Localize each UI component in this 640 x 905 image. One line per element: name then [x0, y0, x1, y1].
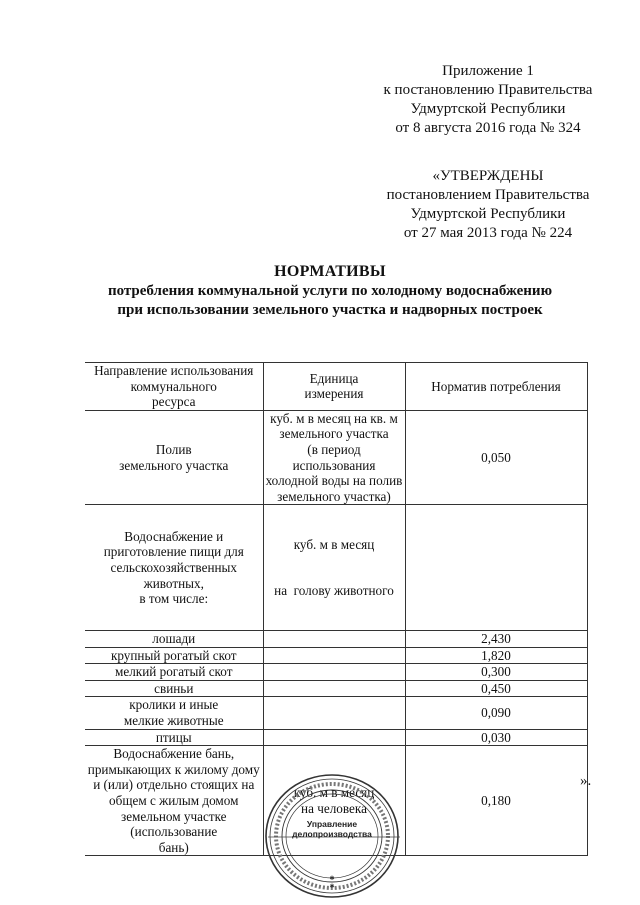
header-norm: Норматив потребления: [405, 363, 587, 411]
cell-animal: крупный рогатый скот: [85, 647, 263, 664]
title-main: НОРМАТИВЫ: [274, 263, 386, 280]
cell-norm: 0,030: [405, 729, 587, 746]
cell-line: и (или) отдельно стоящих на: [93, 777, 255, 793]
cell-line: сельскохозяйственных: [110, 559, 238, 575]
approved-line: «УТВЕРЖДЕНЫ: [432, 168, 544, 184]
appendix-line: к постановлению Правительства: [383, 82, 593, 98]
cell-unit-empty: [263, 664, 405, 681]
cell-line: земельного участка: [279, 426, 389, 442]
cell-line: бань): [158, 839, 189, 855]
table-row: [85, 729, 587, 746]
cell-unit-empty: [263, 729, 405, 746]
cell-line: (использование: [130, 824, 218, 840]
cell-line: коммунального: [130, 378, 217, 394]
cell-animal: лошади: [85, 631, 263, 648]
cell-line: кролики и иные: [129, 697, 219, 713]
cell-line: ресурса: [151, 394, 196, 410]
cell-unit: [263, 505, 405, 631]
cell-line: земельном участке: [120, 808, 227, 824]
cell-line: примыкающих к жилому дому: [87, 761, 260, 777]
cell-line: на человека: [301, 800, 367, 816]
cell-direction: [85, 746, 263, 856]
appendix-line: Удмуртской Республики: [410, 101, 566, 117]
cell-line: Направление использования: [94, 363, 254, 378]
stamp-line: делопроизводства: [292, 829, 372, 839]
cell-line: (в период использования: [292, 441, 376, 473]
cell-unit-empty: [263, 647, 405, 664]
table-header-row: [85, 363, 587, 411]
approved-line: от 27 мая 2013 года № 224: [403, 225, 573, 241]
cell-animal: [85, 697, 263, 729]
cell-line: общем с жилым домом: [109, 793, 239, 809]
cell-norm: 0,090: [405, 697, 587, 729]
appendix-line: Приложение 1: [442, 63, 534, 79]
cell-norm: 2,430: [405, 631, 587, 648]
cell-line: Водоснабжение и: [124, 528, 224, 544]
approved-line: постановлением Правительства: [386, 187, 590, 203]
table-row: [85, 631, 587, 648]
cell-line: земельного участка: [119, 457, 229, 473]
appendix-line: от 8 августа 2016 года № 324: [395, 120, 581, 136]
cell-line: в том числе:: [139, 591, 209, 607]
approved-line: Удмуртской Республики: [410, 206, 566, 222]
cell-unit-empty: [263, 631, 405, 648]
cell-norm: 1,820: [405, 647, 587, 664]
cell-line: приготовление пищи для: [103, 544, 244, 560]
cell-line: земельного участка): [277, 488, 391, 504]
table-row: [85, 680, 587, 697]
cell-animal: свиньи: [85, 680, 263, 697]
cell-line: куб. м в месяц: [293, 536, 375, 552]
cell-norm: 0,050: [405, 410, 587, 505]
cell-line: холодной воды на полив: [265, 473, 403, 489]
closing-quote: ».: [580, 773, 592, 789]
table-row: [85, 647, 587, 664]
svg-text:✱: ✱: [329, 883, 335, 890]
cell-animal: птицы: [85, 729, 263, 746]
cell-norm: 0,300: [405, 664, 587, 681]
cell-norm: [405, 505, 587, 631]
cell-line: куб. м в месяц на кв. м: [270, 410, 398, 426]
cell-direction: [85, 505, 263, 631]
table-row: [85, 410, 587, 505]
table-row: [85, 664, 587, 681]
approved-header: [368, 167, 608, 243]
cell-unit-empty: [263, 680, 405, 697]
cell-line: на голову животного: [274, 583, 394, 599]
appendix-header: [368, 62, 608, 138]
title-sub-line: потребления коммунальной услуги по холодному водоснабжению: [107, 283, 553, 299]
cell-line: измерения: [304, 386, 364, 402]
cell-norm: 0,450: [405, 680, 587, 697]
header-unit: [263, 363, 405, 411]
stamp-label: [262, 819, 402, 839]
document-title: [40, 262, 620, 320]
cell-norm: 0,180: [405, 746, 587, 856]
cell-unit-empty: [263, 697, 405, 729]
stamp-line: Управление: [306, 819, 358, 829]
table-row: [85, 697, 587, 729]
table-row: [85, 505, 587, 631]
cell-direction: [85, 410, 263, 505]
cell-animal: мелкий рогатый скот: [85, 664, 263, 681]
cell-line: животных,: [143, 575, 204, 591]
header-direction: [85, 363, 263, 411]
cell-line: Водоснабжение бань,: [113, 746, 235, 762]
svg-text:✱: ✱: [329, 875, 335, 882]
cell-unit: [263, 410, 405, 505]
cell-line: куб. м в месяц: [293, 785, 375, 801]
official-stamp: [262, 772, 402, 900]
cell-line: мелкие животные: [123, 713, 224, 729]
cell-line: Единица: [309, 370, 359, 386]
cell-line: Полив: [155, 441, 192, 457]
title-sub-line: при использовании земельного участка и надворных построек: [117, 302, 543, 318]
